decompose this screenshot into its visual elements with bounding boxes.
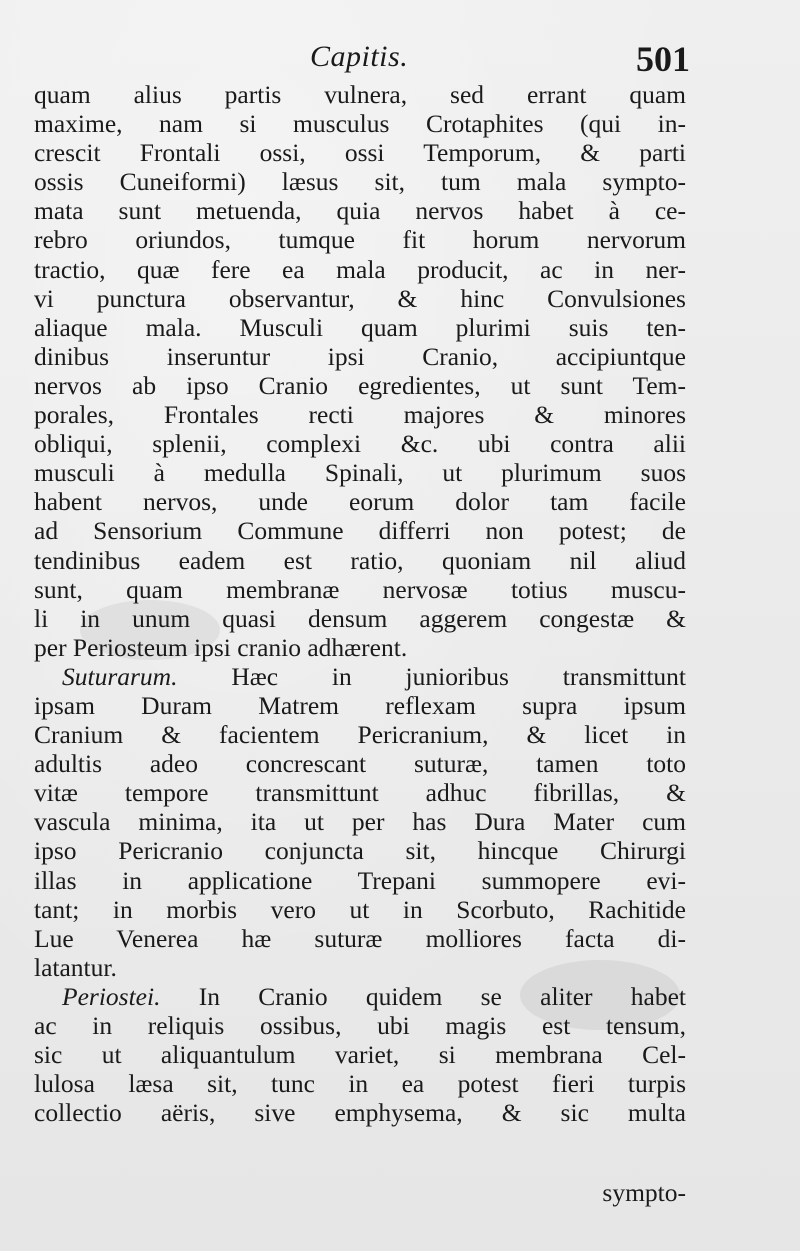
text-line: tant; in morbis vero ut in Scorbuto, Rachitide [34,894,686,924]
text-line: mata sunt metuenda, quia nervos habet à ce- [34,196,686,226]
text-line: musculi à medulla Spinali, ut plurimum suos [34,458,686,488]
page-number: 501 [636,39,690,79]
text-line: lulosa læsa sit, tunc in ea potest fieri turpis [34,1069,686,1099]
text-line: collectio aëris, sive emphysema, & sic multa [34,1098,686,1128]
text-line: vi punctura observantur, & hinc Convulsiones [34,283,686,313]
text-line: nervos ab ipso Cranio egredientes, ut sunt Tem- [34,370,686,400]
catchword: sympto- [602,1178,686,1207]
text-line: crescit Frontali ossi, ossi Temporum, & parti [34,138,686,168]
section-lead: Periostei. [62,981,161,1011]
text-line: obliqui, splenii, complexi &c. ubi contra alii [34,429,686,459]
section-lead: Suturarum. [62,661,178,691]
text-line: ipso Pericranio conjuncta sit, hincque Chirurgi [34,836,686,866]
body-text [34,80,686,1127]
text-line: ac in reliquis ossibus, ubi magis est tensum, [34,1011,686,1040]
text-line: latantur. [34,952,117,982]
text-line: per Periosteum ipsi cranio adhærent. [34,632,408,662]
running-head [0,40,800,84]
text-line: porales, Frontales recti majores & minores [34,400,686,430]
text-line: tendinibus eadem est ratio, quoniam nil aliud [34,545,686,575]
text-line: aliaque mala. Musculi quam plurimi suis ten- [34,312,686,342]
running-title: Capitis. [310,40,409,73]
text-line: ipsam Duram Matrem reflexam supra ipsum [34,690,686,720]
text-line: maxime, nam si musculus Crotaphites (qui in- [34,109,686,139]
text-line: sunt, quam membranæ nervosæ totius muscu- [34,574,686,604]
text-line: adultis adeo concrescant suturæ, tamen toto [34,749,686,779]
text-line: li in unum quasi densum aggerem congestæ & [34,603,686,633]
text-line: illas in applicatione Trepani summopere evi- [34,865,686,895]
text-line: rebro oriundos, tumque fit horum nervorum [34,225,686,255]
text-line: ossis Cuneiformi) læsus sit, tum mala sympto- [34,167,686,197]
text-line: Cranium & facientem Pericranium, & licet in [34,720,686,750]
text-line: vascula minima, ita ut per has Dura Mater cum [34,807,686,837]
text-line: Lue Venerea hæ suturæ molliores facta di- [34,923,686,953]
paragraph-start-line: Suturarum. Hæc in junioribus transmittunt [62,661,686,691]
text-line: sic ut aliquantulum variet, si membrana Cel- [34,1040,686,1070]
text-line: vitæ tempore transmittunt adhuc fibrillas, & [34,778,686,808]
paragraph-start-line: Periostei. In Cranio quidem se aliter habet [62,981,686,1011]
text-line: tractio, quæ fere ea mala producit, ac in ner- [34,254,686,284]
text-line: dinibus inseruntur ipsi Cranio, accipiuntque [34,341,686,371]
text-line: ad Sensorium Commune differri non potest; de [34,516,686,546]
text-line: habent nervos, unde eorum dolor tam facile [34,487,686,517]
text-line: quam alius partis vulnera, sed errant quam [34,80,686,109]
